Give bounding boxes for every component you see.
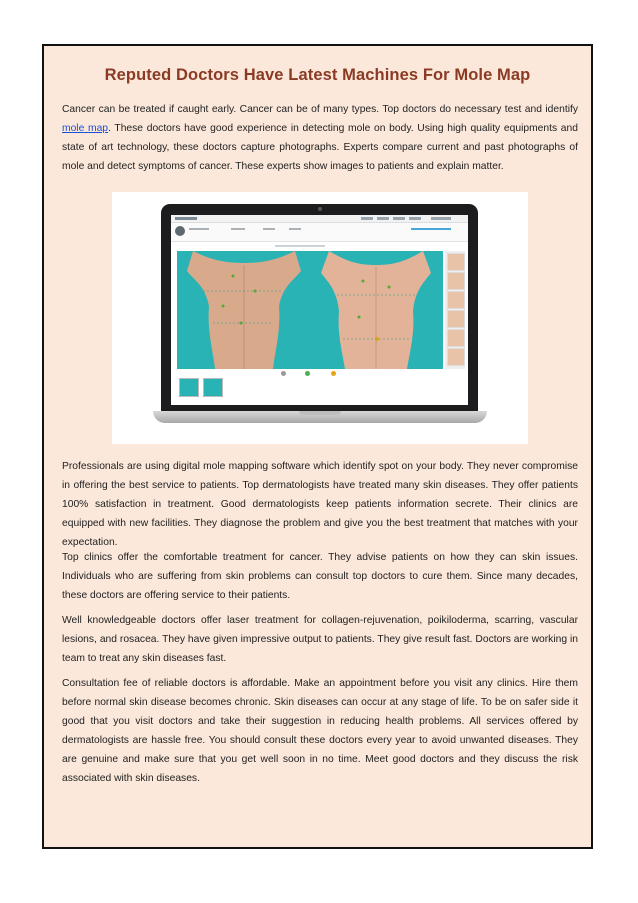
paragraph-professionals: Professionals are using digital mole mapping software which identify spot on your body. They never compromise in offering the best service to patients. Top dermatologists have treated many skin diseases. They offer patients 100% satisfaction in treatment. Good dermatologists keep patients information secrete. Their clinics are equipped with new facilities. They diagnose the problem and give you the best treatment that matches with your expectation. bbox=[62, 461, 578, 548]
mole-legend bbox=[271, 371, 361, 376]
nav-item-icon bbox=[377, 217, 389, 220]
thumbnail-icon bbox=[447, 272, 465, 290]
image-toolbar bbox=[171, 242, 468, 250]
nav-item-icon bbox=[393, 217, 405, 220]
avatar bbox=[175, 226, 185, 236]
thumbnail-icon bbox=[447, 329, 465, 347]
thumbnail-icon bbox=[447, 253, 465, 271]
mole-map-link[interactable]: mole map bbox=[62, 123, 109, 134]
patient-detail bbox=[231, 228, 245, 230]
back-photo-left-icon bbox=[183, 251, 305, 369]
legend-dot-icon bbox=[305, 371, 310, 376]
paragraph-intro-text-start: Cancer can be treated if caught early. Cancer can be of many types. Top doctors do necessary test and identify bbox=[62, 104, 578, 115]
legend-dot-icon bbox=[281, 371, 286, 376]
zoom-slider-icon bbox=[275, 245, 325, 247]
patient-detail bbox=[263, 228, 275, 230]
patient-detail bbox=[189, 228, 209, 230]
paragraph-intro-text-end: . These doctors have good experience in detecting mole on body. Using high quality equipments and state of art technology, these doctors capture photographs. Experts compare current and past photographs of mole and detect symptoms of cancer. These experts show images to patients and explain matter. bbox=[62, 123, 578, 172]
document-title: Reputed Doctors Have Latest Machines For Mole Map bbox=[104, 66, 531, 84]
paragraph-laser-treatment: Well knowledgeable doctors offer laser treatment for collagen-rejuvenation, poikiloderma, scarring, vascular lesions, and rosacea. They have given impressive output to patients. They give result fast. Doctors are working in team to treat any skin diseases fast. bbox=[62, 615, 578, 664]
paragraph-consultation: Consultation fee of reliable doctors is affordable. Make an appointment before you visit any clinics. Hire them before normal skin disease becomes chronic. Skin diseases can occur at any stage of life. To be on safer side it good that you visit doctors and take their suggestion in reducing health problems. All services offered by dermatologists are hassle free. You should consult these doctors every year to avoid unwanted diseases. They are genuine and make sure that you get well soon in no time. Meet good doctors and they discuss the risk associated with skin diseases. bbox=[62, 678, 578, 784]
action-buttons-icon bbox=[411, 228, 451, 230]
nav-item-icon bbox=[361, 217, 373, 220]
back-photo-right-icon bbox=[315, 251, 437, 369]
legend-dot-icon bbox=[331, 371, 336, 376]
history-thumbnail-icon bbox=[203, 378, 223, 397]
thumbnail-sidebar bbox=[445, 251, 465, 369]
paragraph-top-clinics: Top clinics offer the comfortable treatment for cancer. They advise patients on how they can skin issues. Individuals who are suffering from skin problems can consult top doctors to cure them. Since many decades, these doctors are offering service to their patients. bbox=[62, 552, 578, 601]
patient-detail bbox=[289, 228, 301, 230]
app-logo-icon bbox=[175, 217, 197, 220]
document-page bbox=[42, 44, 593, 849]
patient-info-bar bbox=[171, 223, 468, 242]
laptop-base-icon bbox=[153, 411, 487, 423]
webcam-icon bbox=[318, 207, 322, 211]
nav-item-icon bbox=[409, 217, 421, 220]
paragraph-intro bbox=[62, 100, 578, 176]
app-top-bar bbox=[171, 215, 468, 223]
laptop-notch-icon bbox=[299, 411, 341, 415]
app-screen bbox=[171, 215, 468, 405]
laptop-mole-mapping-image bbox=[112, 192, 528, 444]
body-comparison-view bbox=[177, 251, 443, 369]
thumbnail-icon bbox=[447, 310, 465, 328]
nav-item-icon bbox=[431, 217, 451, 220]
laptop-icon bbox=[161, 204, 478, 412]
thumbnail-icon bbox=[447, 348, 465, 366]
thumbnail-icon bbox=[447, 291, 465, 309]
history-thumbnail-icon bbox=[179, 378, 199, 397]
